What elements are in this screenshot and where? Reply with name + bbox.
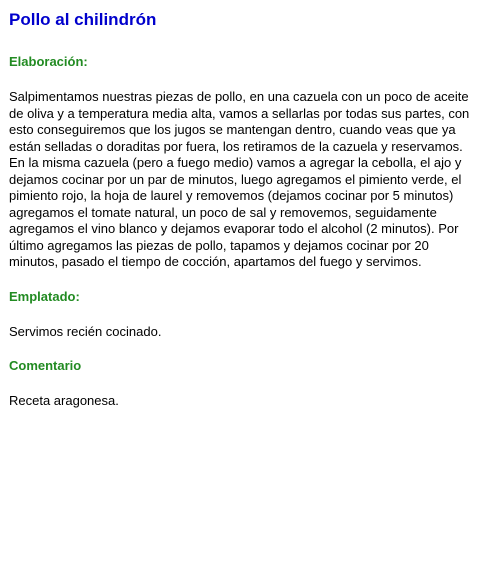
section-body-elaboracion: Salpimentamos nuestras piezas de pollo, en una cazuela con un poco de aceite de oliva y a temperatura media alta, vamos a sellarlas por todas sus partes, con esto conseguiremos que los jugos se mantengan dentro, cuando veas que ya están selladas o doraditas por fuera, los retiramos de la cazuela y reservamos. En la misma cazuela (pero a fuego medio) vamos a agregar la cebolla, el ajo y dejamos cocinar por un par de minutos, luego agregamos el pimiento verde, el pimiento rojo, la hoja de laurel y removemos (dejamos cocinar por 5 minutos) agregamos el tomate natural, un poco de sal y removemos, seguidamente agregamos el vino blanco y dejamos evaporar todo el alcohol (2 minutos). Por último agregamos las piezas de pollo, tapamos y dejamos cocinar por 20 minutos, pasado el tiempo de cocción, apartamos del fuego y servimos.	[9, 89, 470, 269]
section-heading-elaboracion: Elaboración:	[9, 54, 88, 69]
recipe-title: Pollo al chilindrón	[9, 10, 157, 29]
section-heading-comentario: Comentario	[9, 358, 82, 373]
section-heading-emplatado: Emplatado:	[9, 288, 80, 304]
section-body-comentario: Receta aragonesa.	[9, 393, 119, 408]
section-body-emplatado: Servimos recién cocinado.	[9, 323, 162, 339]
